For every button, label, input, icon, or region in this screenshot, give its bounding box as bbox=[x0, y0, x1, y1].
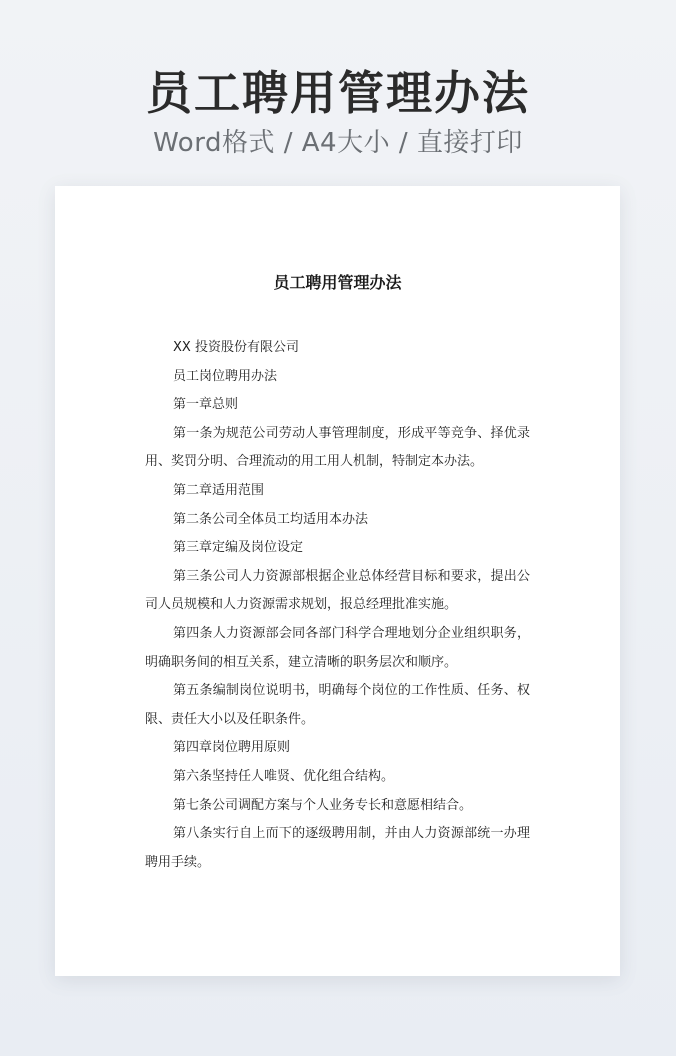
paragraph-chapter-3: 第三章定编及岗位设定 bbox=[173, 540, 304, 556]
paragraph-article-6: 第六条坚持任人唯贤、优化组合结构。 bbox=[173, 768, 395, 784]
paragraph-article-7: 第七条公司调配方案与个人业务专长和意愿相结合。 bbox=[173, 797, 473, 813]
paragraph-subtitle: 员工岗位聘用办法 bbox=[173, 368, 278, 384]
paragraph-article-3: 第三条公司人力资源部根据企业总体经营目标和要求，提出公司人员规模和人力资源需求规划，报总经理批准实施。 bbox=[145, 568, 530, 613]
banner bbox=[0, 64, 676, 160]
paragraph-article-8: 第八条实行自上而下的逐级聘用制，并由人力资源部统一办理聘用手续。 bbox=[145, 826, 530, 870]
banner-title: 员工聘用管理办法 bbox=[146, 66, 530, 120]
paragraph-chapter-4: 第四章岗位聘用原则 bbox=[173, 740, 291, 756]
paragraph-chapter-2: 第二章适用范围 bbox=[173, 482, 265, 498]
paragraph-article-2: 第二条公司全体员工均适用本办法 bbox=[173, 511, 369, 527]
paragraph-article-5: 第五条编制岗位说明书，明确每个岗位的工作性质、任务、权限、责任大小以及任职条件。 bbox=[145, 683, 530, 727]
paragraph-chapter-1: 第一章总则 bbox=[173, 397, 239, 413]
paragraph-article-4: 第四条人力资源部会同各部门科学合理地划分企业组织职务，明确职务间的相互关系，建立清晰的职务层次和顺序。 bbox=[145, 625, 530, 670]
document-body bbox=[145, 334, 530, 877]
paragraph-company-name: XX 投资股份有限公司 bbox=[173, 340, 299, 355]
banner-subtitle: Word格式 / A4大小 / 直接打印 bbox=[153, 128, 523, 158]
paragraph-article-1: 第一条为规范公司劳动人事管理制度，形成平等竞争、择优录用、奖罚分明、合理流动的用工用人机制，特制定本办法。 bbox=[145, 425, 530, 470]
document-page bbox=[55, 186, 620, 976]
document-title: 员工聘用管理办法 bbox=[273, 273, 402, 292]
